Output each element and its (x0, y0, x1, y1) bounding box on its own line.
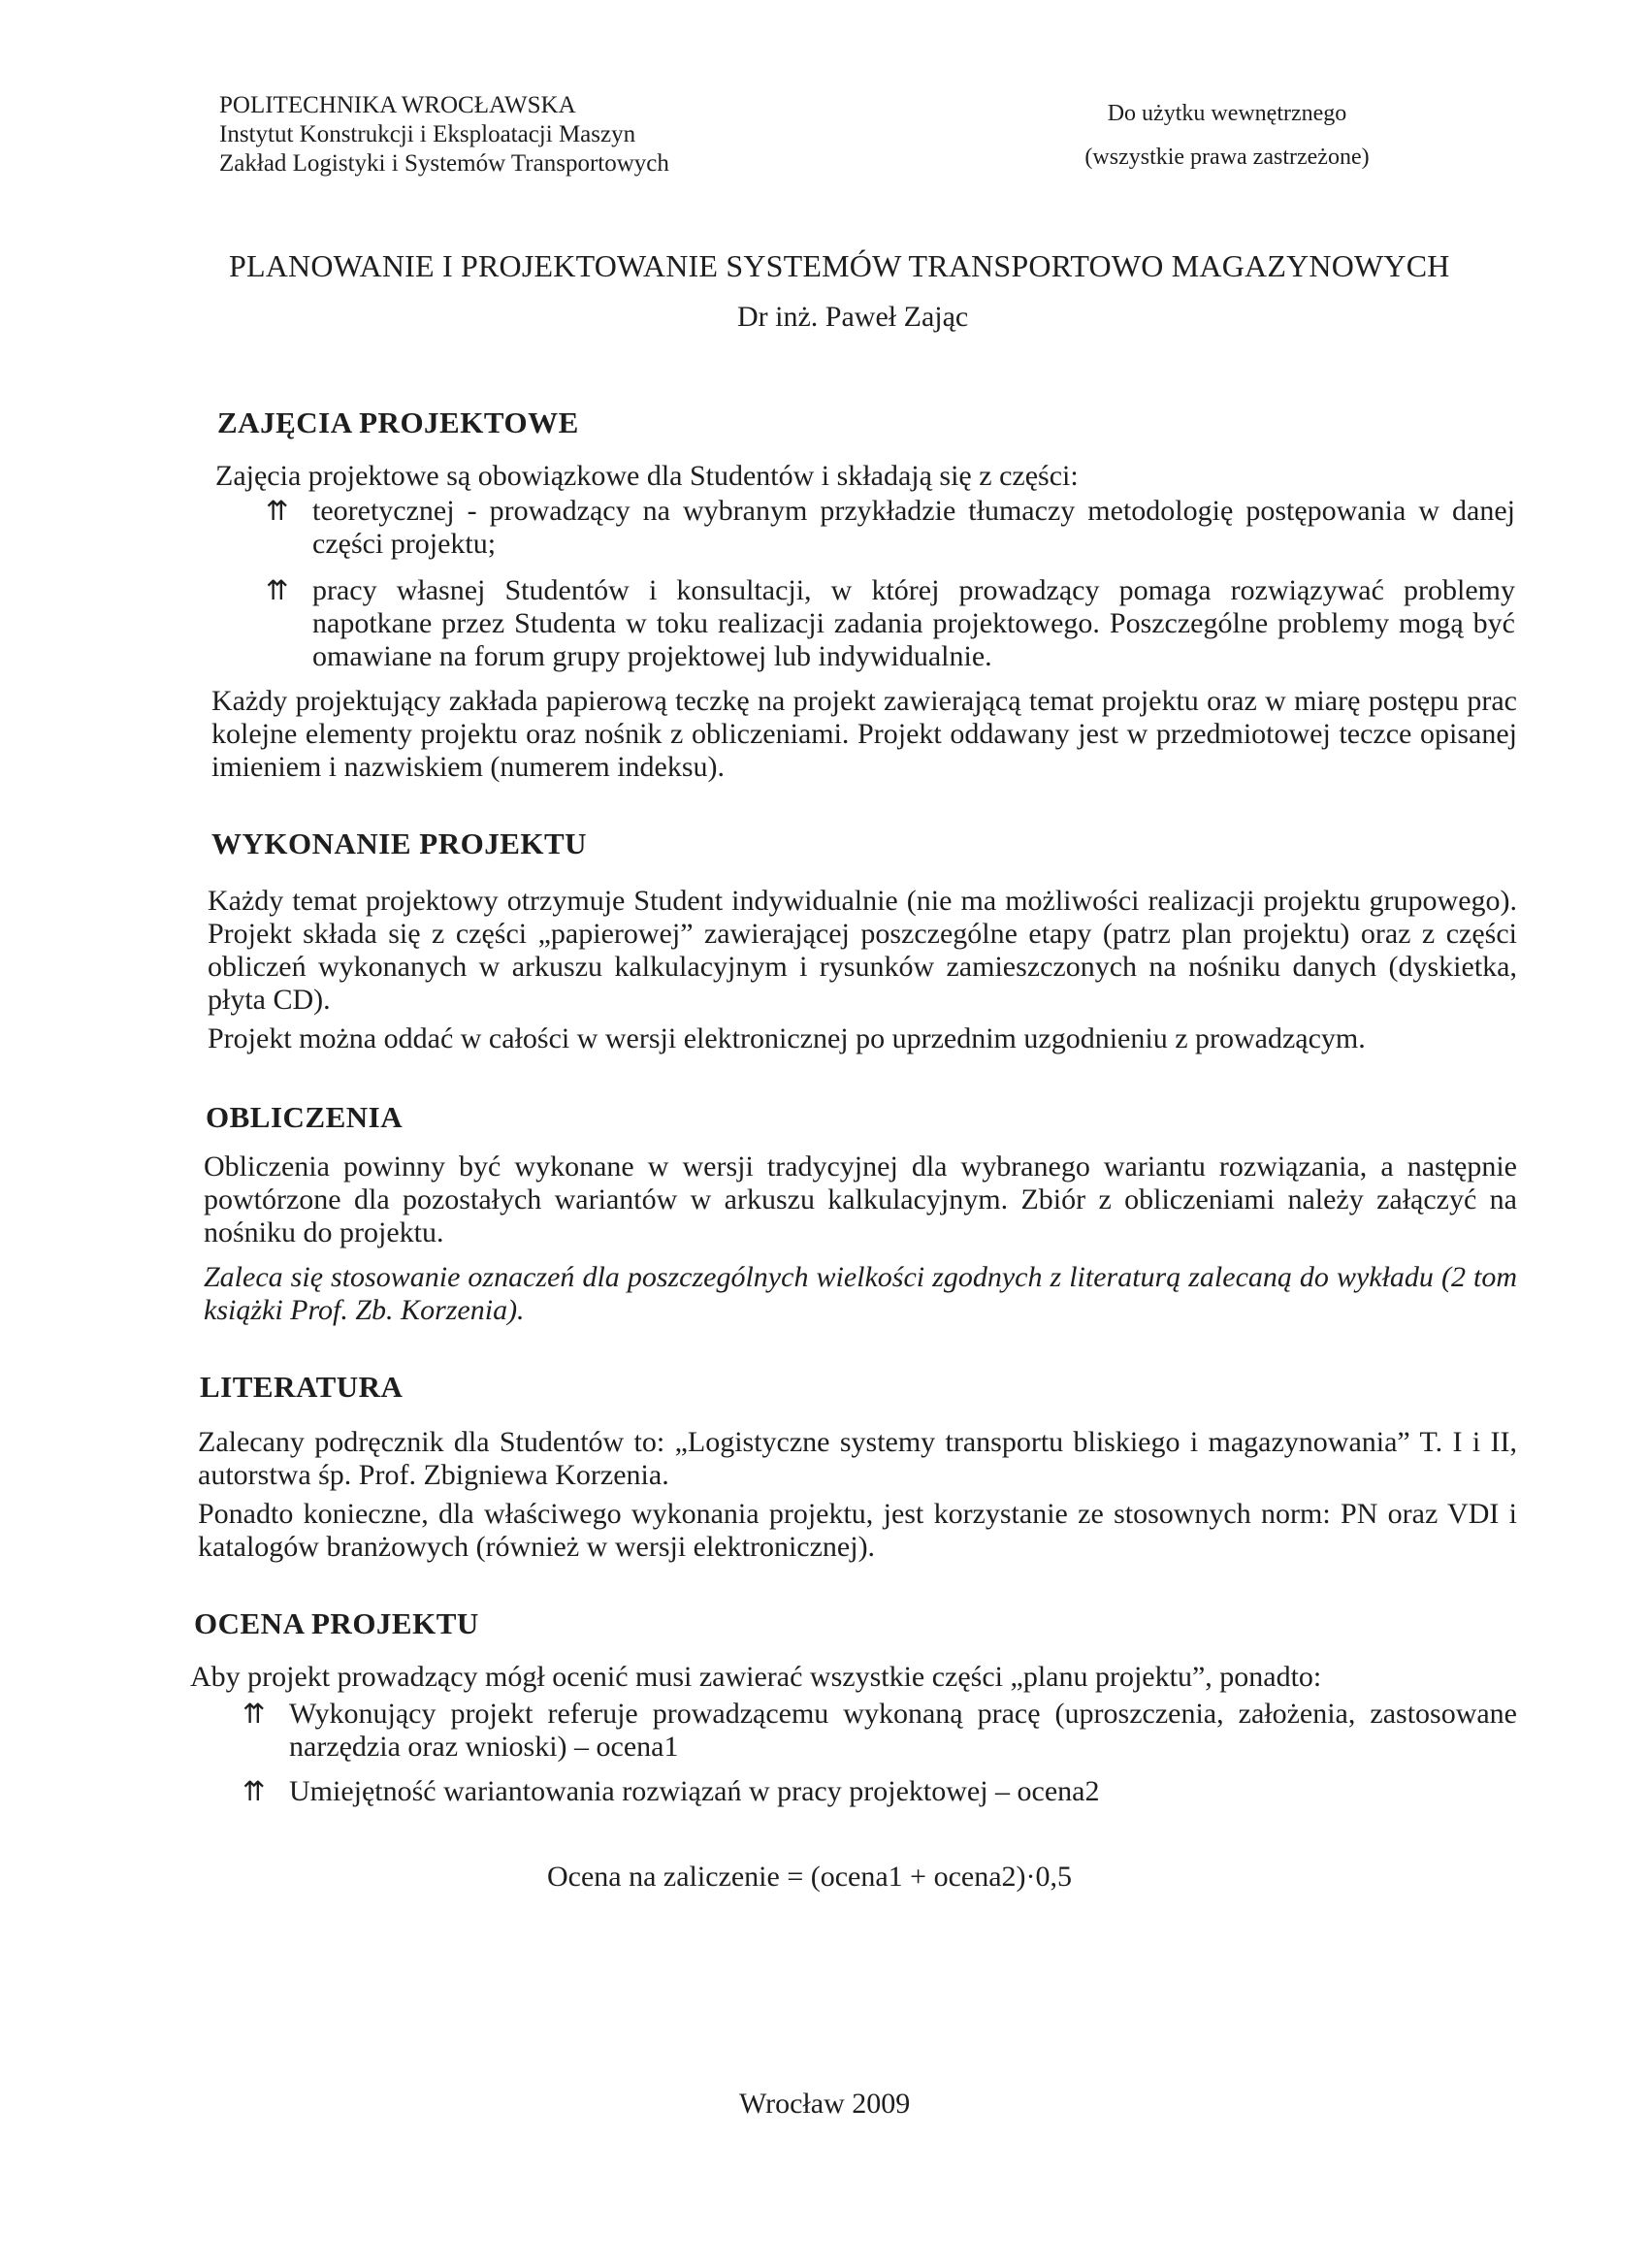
place-and-year: Wrocław 2009 (739, 2088, 911, 2120)
section-heading-obliczenia: OBLICZENIA (206, 1100, 404, 1134)
institution-header (219, 91, 669, 178)
double-up-arrow-icon: ⇈ (266, 495, 289, 527)
rights-reserved-note: (wszystkie prawa zastrzeżone) (1084, 145, 1370, 170)
zajecia-intro: Zajęcia projektowe są obowiązkowe dla Studentów i składają się z części: (215, 460, 1079, 492)
ocena-bullet-2 (242, 1775, 1517, 1808)
section-heading-wykonanie: WYKONANIE PROJEKTU (211, 826, 588, 860)
section-heading-zajecia: ZAJĘCIA PROJEKTOWE (217, 405, 579, 439)
literatura-paragraph-1: Zalecany podręcznik dla Studentów to: „Logistyczne systemy transportu bliskiego i magazynowania” T. I i II, autorstwa śp. Prof. Zbigniewa Korzenia. (198, 1426, 1517, 1491)
obliczenia-recommendation: Zaleca się stosowanie oznaczeń dla poszczególnych wielkości zgodnych z literaturą zalecaną do wykładu (2 tom książki Prof. Zb. Korzenia). (204, 1261, 1517, 1326)
double-up-arrow-icon: ⇈ (242, 1775, 266, 1807)
zajecia-bullet-2-text: pracy własnej Studentów i konsultacji, w której prowadzący pomaga rozwiązywać problemy napotkane przez Studenta w toku realizacji zadania projektowego. Poszczególne problemy mogą być omawiane na forum grupy projektowej lub indywidualnie. (312, 574, 1515, 672)
section-heading-ocena: OCENA PROJEKTU (194, 1606, 479, 1640)
wykonanie-paragraph-1: Każdy temat projektowy otrzymuje Student indywidualnie (nie ma możliwości realizacji projektu grupowego). Projekt składa się z części „papierowej” zawierającej poszczególne etapy (patrz plan projektu) oraz z części obliczeń wykonanych w arkuszu kalkulacyjnym i rysunków zamieszczonych na nośniku danych (dyskietka, płyta CD). (208, 885, 1517, 1016)
usage-notice (1048, 101, 1406, 171)
institution-name: POLITECHNIKA WROCŁAWSKA (219, 92, 576, 118)
ocena-intro: Aby projekt prowadzący mógł ocenić musi zawierać wszystkie części „planu projektu”, ponadto: (190, 1661, 1322, 1693)
grade-formula: Ocena na zaliczenie = (ocena1 + ocena2)·0,5 (547, 1861, 1073, 1893)
literatura-paragraph-2: Ponadto konieczne, dla właściwego wykonania projektu, jest korzystanie ze stosownych norm: PN oraz VDI i katalogów branżowych (również w wersji elektronicznej). (198, 1498, 1517, 1563)
department-name: Zakład Logistyki i Systemów Transportowych (219, 150, 669, 177)
internal-use-note: Do użytku wewnętrznego (1107, 101, 1347, 126)
ocena-bullet-2-text: Umiejętność wariantowania rozwiązań w pracy projektowej – ocena2 (289, 1775, 1100, 1807)
zajecia-bullet-1-text: teoretycznej - prowadzący na wybranym przykładzie tłumaczy metodologię postępowania w danej części projektu; (312, 495, 1515, 560)
double-up-arrow-icon: ⇈ (266, 574, 289, 606)
wykonanie-paragraph-2: Projekt można oddać w całości w wersji elektronicznej po uprzednim uzgodnieniu z prowadzącym. (208, 1022, 1366, 1054)
zajecia-paragraph: Każdy projektujący zakłada papierową teczkę na projekt zawierającą temat projektu oraz w miarę postępu prac kolejne elementy projektu oraz nośnik z obliczeniami. Projekt oddawany jest w przedmiotowej teczce opisanej imieniem i nazwiskiem (numerem indeksu). (211, 685, 1517, 783)
ocena-bullet-1 (242, 1698, 1517, 1764)
zajecia-bullet-1 (266, 495, 1515, 561)
institute-name: Instytut Konstrukcji i Eksploatacji Maszyn (219, 121, 636, 147)
document-title: PLANOWANIE I PROJEKTOWANIE SYSTEMÓW TRANSPORTOWO MAGAZYNOWYCH (229, 248, 1450, 283)
obliczenia-paragraph-1: Obliczenia powinny być wykonane w wersji tradycyjnej dla wybranego wariantu rozwiązania, a następnie powtórzone dla pozostałych wariantów w arkuszu kalkulacyjnym. Zbiór z obliczeniami należy załączyć na nośniku do projektu. (204, 1150, 1517, 1248)
double-up-arrow-icon: ⇈ (242, 1698, 266, 1730)
section-heading-literatura: LITERATURA (200, 1370, 404, 1404)
ocena-bullet-1-text: Wykonujący projekt referuje prowadzącemu wykonaną pracę (uproszczenia, założenia, zastosowane narzędzia oraz wnioski) – ocena1 (289, 1698, 1517, 1763)
zajecia-bullet-2 (266, 574, 1515, 673)
document-author: Dr inż. Paweł Zając (737, 301, 969, 333)
